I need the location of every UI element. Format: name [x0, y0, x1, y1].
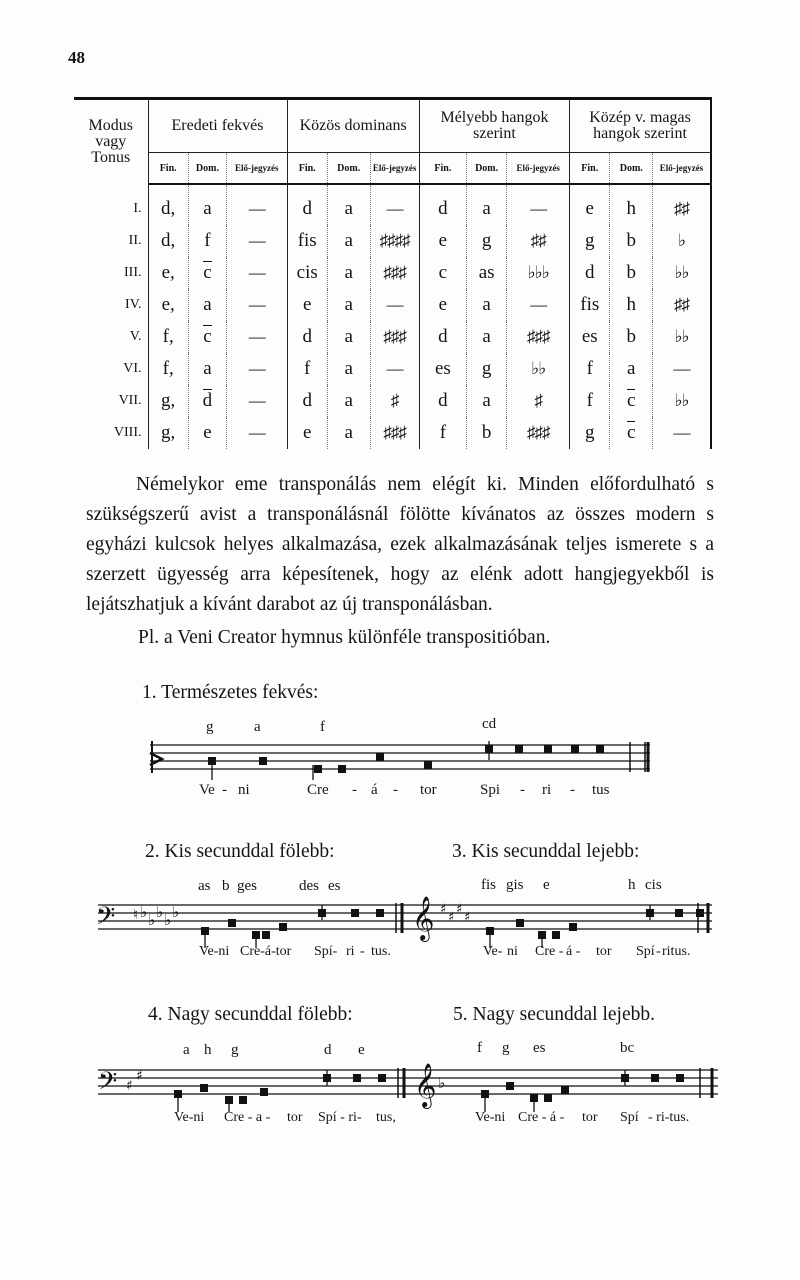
tone-number: IV. — [125, 297, 142, 312]
ex5-lyric-1: Ve-ni — [475, 1110, 506, 1125]
table-cell: d — [287, 385, 327, 417]
ex1-lyric-9: Spi — [480, 782, 501, 798]
table-cell: ♯♯♯ — [370, 257, 419, 289]
ex5-neume — [544, 1094, 552, 1102]
ex2-neume — [228, 919, 236, 927]
table-cell: h — [610, 184, 653, 225]
ex1-lyric-13: tus — [592, 782, 610, 798]
ex3-lyric-5: tor — [596, 944, 612, 959]
flat-icon: ♭ — [140, 903, 148, 921]
ex2-note-1: as — [198, 878, 211, 894]
treble-clef-icon: 𝄞 — [414, 1063, 437, 1107]
flat-icon: ♭ — [438, 1074, 446, 1092]
table-cell: ♯♯ — [653, 184, 711, 225]
table-cell: — — [226, 321, 287, 353]
ex2-lyric-1: Ve-ni — [199, 944, 230, 959]
ex2-lyric-3: Spí- — [314, 944, 338, 959]
table-cell: ♯ — [370, 385, 419, 417]
table-cell-value: c — [627, 422, 636, 443]
tone-number: I. — [133, 200, 142, 216]
paragraph-text: Némelykor eme transponálás nem elégít ki. Minden előfordulható s szükségszerű avist a transponálásnál fölötte kívánatos az összes modern s egyházi kulcsok helyes alkalmazása, ezek alkalmazásának teljes ismerete s a szerzett ügyesség arra képesítenek, hogy az elénk adott hangjegyekből is lejátszhatjuk a kívánt darabot az új transponálásban. — [86, 474, 714, 615]
table-cell: — — [507, 184, 570, 225]
table-cell: a — [327, 225, 370, 257]
tone-number: VI. — [123, 361, 142, 376]
table-cell: a — [188, 184, 226, 225]
ex4-neume — [378, 1074, 386, 1082]
table-cell: a — [610, 353, 653, 385]
table-cell: ♯♯♯♯ — [370, 225, 419, 257]
table-cell-value: d — [202, 390, 213, 411]
table-cell: ♯♯♯ — [507, 321, 570, 353]
ex2-note-3: ges — [237, 878, 257, 894]
table-cell: ♭♭ — [653, 321, 711, 353]
group-header-eredeti: Eredeti fekvés — [148, 99, 287, 153]
group-header-melyebb: Mélyebb hangok szerint — [419, 99, 569, 153]
ex3-lyric-2: ni — [507, 944, 518, 959]
table-cell: as — [466, 257, 506, 289]
table-cell: e — [287, 417, 327, 449]
table-cell: — — [507, 289, 570, 321]
sharp-icon: ♯ — [126, 1078, 133, 1094]
ex5-lyric-3: tor — [582, 1110, 598, 1125]
treble-clef-icon: 𝄞 — [412, 896, 435, 940]
table-cell: b — [610, 321, 653, 353]
ex1-note-3: f — [320, 719, 325, 735]
table-cell: f — [570, 353, 610, 385]
ex4-note-4: d — [324, 1042, 332, 1058]
table-cell: — — [226, 289, 287, 321]
table-cell: e — [287, 289, 327, 321]
table-cell: ♯♯ — [507, 225, 570, 257]
example-1-heading: 1. Természetes fekvés: — [142, 682, 319, 703]
table-cell: ♭♭♭ — [507, 257, 570, 289]
ex2-neume — [262, 931, 270, 939]
subheader-1-3: Elő-jegyzés — [226, 153, 287, 185]
table-cell: — — [226, 385, 287, 417]
subheader-3-2: Dom. — [466, 153, 506, 185]
ex2-accidental: ♮ — [133, 907, 139, 923]
table-cell: f, — [148, 321, 188, 353]
ex5-lyric-4: Spí — [620, 1110, 639, 1125]
ex1-lyric-3: ni — [238, 782, 250, 798]
sharp-icon: ♯ — [136, 1068, 143, 1084]
ex1-note-2: a — [254, 719, 261, 735]
table-cell: b — [610, 257, 653, 289]
ex1-neume — [314, 765, 322, 773]
subheader-4-1: Fin. — [570, 153, 610, 185]
table-cell: e, — [148, 257, 188, 289]
ex1-neume — [515, 745, 523, 753]
ex5-neume — [676, 1074, 684, 1082]
table-cell-value: c — [627, 390, 636, 411]
ex3-neume — [675, 909, 683, 917]
subheader-4-3: Elő-jegyzés — [653, 153, 711, 185]
table-cell: a — [188, 289, 226, 321]
table-cell: d — [419, 385, 466, 417]
ex2-note-5: es — [328, 878, 341, 894]
table-cell: f — [419, 417, 466, 449]
group-header-kozos: Közös dominans — [287, 99, 419, 153]
ex1-lyric-4: Cre — [307, 782, 329, 798]
table-cell: c — [419, 257, 466, 289]
table-cell: fis — [570, 289, 610, 321]
table-cell: d, — [148, 225, 188, 257]
table-cell: g — [466, 353, 506, 385]
table-cell: f — [570, 385, 610, 417]
tone-number: II. — [128, 233, 142, 248]
ex3-neume — [552, 931, 560, 939]
example-3-heading: 3. Kis secunddal lejebb: — [452, 841, 640, 862]
ex1-neume — [259, 757, 267, 765]
table-cell: e — [570, 184, 610, 225]
table-cell: — — [370, 289, 419, 321]
ex1-lyric-2: - — [222, 782, 227, 798]
table-cell: a — [466, 321, 506, 353]
ex3-note-4: h — [628, 877, 636, 893]
ex1-lyric-11: ri — [542, 782, 552, 798]
table-cell: ♭♭ — [653, 385, 711, 417]
table-cell: ♭♭ — [507, 353, 570, 385]
table-cell: e — [419, 225, 466, 257]
ex5-neume — [651, 1074, 659, 1082]
table-cell-value: c — [203, 326, 212, 347]
table-cell: g, — [148, 385, 188, 417]
table-cell: e — [188, 417, 226, 449]
tone-number: VII. — [118, 393, 142, 408]
ex2-lyric-6: tus. — [371, 944, 391, 959]
table-cell: ♯♯♯ — [507, 417, 570, 449]
ex4-note-1: a — [183, 1042, 190, 1058]
ex4-neume — [239, 1096, 247, 1104]
table-cell: — — [226, 353, 287, 385]
table-cell: — — [226, 225, 287, 257]
sharp-icon: ♯ — [456, 902, 463, 917]
ex3-lyric-1: Ve- — [483, 944, 503, 959]
table-cell: a — [188, 353, 226, 385]
table-cell: d — [570, 257, 610, 289]
table-cell: ♯♯♯ — [370, 321, 419, 353]
ex5-note-2: g — [502, 1040, 510, 1056]
subheader-3-3: Elő-jegyzés — [507, 153, 570, 185]
subheader-2-2: Dom. — [327, 153, 370, 185]
table-cell: ♯♯ — [653, 289, 711, 321]
table-cell: a — [327, 353, 370, 385]
ex4-lyric-4: Spí - ri- — [318, 1110, 362, 1125]
ex4-note-5: e — [358, 1042, 365, 1058]
ex5-lyric-5: - ri-tus. — [648, 1110, 690, 1125]
ex3-note-5: cis — [645, 877, 662, 893]
sharp-icon: ♯ — [448, 910, 455, 925]
table-cell: d — [419, 184, 466, 225]
table-cell: es — [419, 353, 466, 385]
ex4-note-2: h — [204, 1042, 212, 1058]
ex2-lyric-5: - — [360, 944, 365, 959]
subheader-4-2: Dom. — [610, 153, 653, 185]
table-cell: — — [653, 417, 711, 449]
table-cell: — — [226, 184, 287, 225]
ex4-lyric-1: Ve-ni — [174, 1110, 205, 1125]
ex1-neume — [544, 745, 552, 753]
flat-icon: ♭ — [172, 903, 180, 921]
ex3-note-2: gis — [506, 877, 524, 893]
ex1-neume — [571, 745, 579, 753]
example-5-heading: 5. Nagy secunddal lejebb. — [453, 1004, 655, 1025]
ex2-note-2: b — [222, 878, 230, 894]
ex1-lyric-5: - — [352, 782, 357, 798]
ex5-note-4: bc — [620, 1040, 635, 1056]
ex4-neume — [200, 1084, 208, 1092]
ex3-lyric-7: - — [656, 944, 661, 959]
ex1-lyric-8: tor — [420, 782, 437, 798]
table-cell: b — [610, 225, 653, 257]
table-cell: ♯♯♯ — [370, 417, 419, 449]
ex2-neume — [376, 909, 384, 917]
ex5-note-3: es — [533, 1040, 546, 1056]
table-cell: h — [610, 289, 653, 321]
ex1-lyric-12: - — [570, 782, 575, 798]
table-cell: fis — [287, 225, 327, 257]
ex1-note-1: g — [206, 719, 214, 735]
ex4-lyric-5: tus, — [376, 1110, 396, 1125]
ex2-lyric-2: Cre-á-tor — [240, 944, 292, 959]
ex2-note-4: des — [299, 878, 319, 894]
table-cell: — — [226, 417, 287, 449]
table-cell: ♭♭ — [653, 257, 711, 289]
table-cell: g — [570, 225, 610, 257]
bass-clef-icon: 𝄢 — [98, 1067, 118, 1102]
header-modus: Modus — [88, 117, 133, 134]
table-cell: a — [466, 184, 506, 225]
table-cell: a — [327, 184, 370, 225]
table-cell: d — [287, 321, 327, 353]
table-cell: — — [370, 184, 419, 225]
table-cell: es — [570, 321, 610, 353]
table-cell-value: c — [203, 262, 212, 283]
example-2-heading: 2. Kis secunddal fölebb: — [145, 841, 335, 862]
ex4-neume — [260, 1088, 268, 1096]
table-cell: e — [419, 289, 466, 321]
table-cell: a — [327, 257, 370, 289]
ex3-note-3: e — [543, 877, 550, 893]
table-cell: g — [466, 225, 506, 257]
ex4-neume — [353, 1074, 361, 1082]
table-cell: a — [466, 289, 506, 321]
table-cell: a — [327, 321, 370, 353]
table-cell: b — [466, 417, 506, 449]
page-number: 48 — [68, 48, 85, 67]
example-intro: Pl. a Veni Creator hymnus különféle transpositióban. — [138, 627, 551, 648]
table-cell: d — [419, 321, 466, 353]
tone-number: III. — [124, 265, 142, 280]
sharp-icon: ♯ — [464, 910, 471, 925]
sharp-icon: ♯ — [440, 902, 447, 917]
ex1-neume — [338, 765, 346, 773]
table-cell: a — [327, 289, 370, 321]
subheader-3-1: Fin. — [419, 153, 466, 185]
header-vagy: vagy — [95, 133, 127, 150]
table-cell: — — [226, 257, 287, 289]
table-cell: ♯ — [507, 385, 570, 417]
ex5-neume — [506, 1082, 514, 1090]
ex3-note-1: fis — [481, 877, 496, 893]
table-cell: e, — [148, 289, 188, 321]
ex3-lyric-8: ritus. — [662, 944, 691, 959]
table-cell: f — [188, 225, 226, 257]
ex3-lyric-4: á - — [566, 944, 581, 959]
table-cell: a — [466, 385, 506, 417]
table-cell: ♭ — [653, 225, 711, 257]
flat-icon: ♭ — [156, 903, 164, 921]
ex2-lyric-4: ri — [346, 944, 355, 959]
ex1-lyric-1: Ve — [199, 782, 215, 798]
ex5-neume — [561, 1086, 569, 1094]
subheader-2-3: Elő-jegyzés — [370, 153, 419, 185]
table-cell: — — [370, 353, 419, 385]
header-tonus: Tonus — [91, 149, 131, 166]
ex4-note-3: g — [231, 1042, 239, 1058]
ex3-neume — [696, 909, 704, 917]
tone-number: V. — [129, 329, 142, 344]
bass-clef-icon: 𝄢 — [96, 902, 116, 937]
table-cell: d, — [148, 184, 188, 225]
table-cell: a — [327, 417, 370, 449]
table-cell: cis — [287, 257, 327, 289]
ex1-lyric-10: - — [520, 782, 525, 798]
ex1-neume — [424, 761, 432, 769]
tone-number: VIII. — [113, 425, 142, 440]
ex3-neume — [516, 919, 524, 927]
ex3-lyric-3: Cre - — [535, 944, 564, 959]
ex1-lyric-7: - — [393, 782, 398, 798]
ex2-neume — [351, 909, 359, 917]
subheader-1-1: Fin. — [148, 153, 188, 185]
ex1-neume — [376, 753, 384, 761]
flat-icon: ♭ — [148, 911, 156, 929]
ex4-lyric-2: Cre - a - — [224, 1110, 271, 1125]
subheader-2-1: Fin. — [287, 153, 327, 185]
ex1-lyric-6: á — [371, 782, 378, 798]
ex1-neume — [596, 745, 604, 753]
table-cell: g — [570, 417, 610, 449]
table-cell: f, — [148, 353, 188, 385]
table-cell: f — [287, 353, 327, 385]
ex3-neume — [569, 923, 577, 931]
ex4-lyric-3: tor — [287, 1110, 303, 1125]
table-cell: g, — [148, 417, 188, 449]
ex5-lyric-2: Cre - á - — [518, 1110, 565, 1125]
ex2-neume — [279, 923, 287, 931]
table-cell: a — [327, 385, 370, 417]
ex3-lyric-6: Spí — [636, 944, 655, 959]
example-4-heading: 4. Nagy secunddal fölebb: — [148, 1004, 353, 1025]
table-cell: — — [653, 353, 711, 385]
group-header-kozep: Közép v. magas hangok szerint — [570, 99, 711, 153]
table-cell: d — [287, 184, 327, 225]
ex5-note-1: f — [477, 1040, 482, 1056]
ex1-note-4: cd — [482, 716, 497, 732]
flat-icon: ♭ — [164, 911, 172, 929]
subheader-1-2: Dom. — [188, 153, 226, 185]
